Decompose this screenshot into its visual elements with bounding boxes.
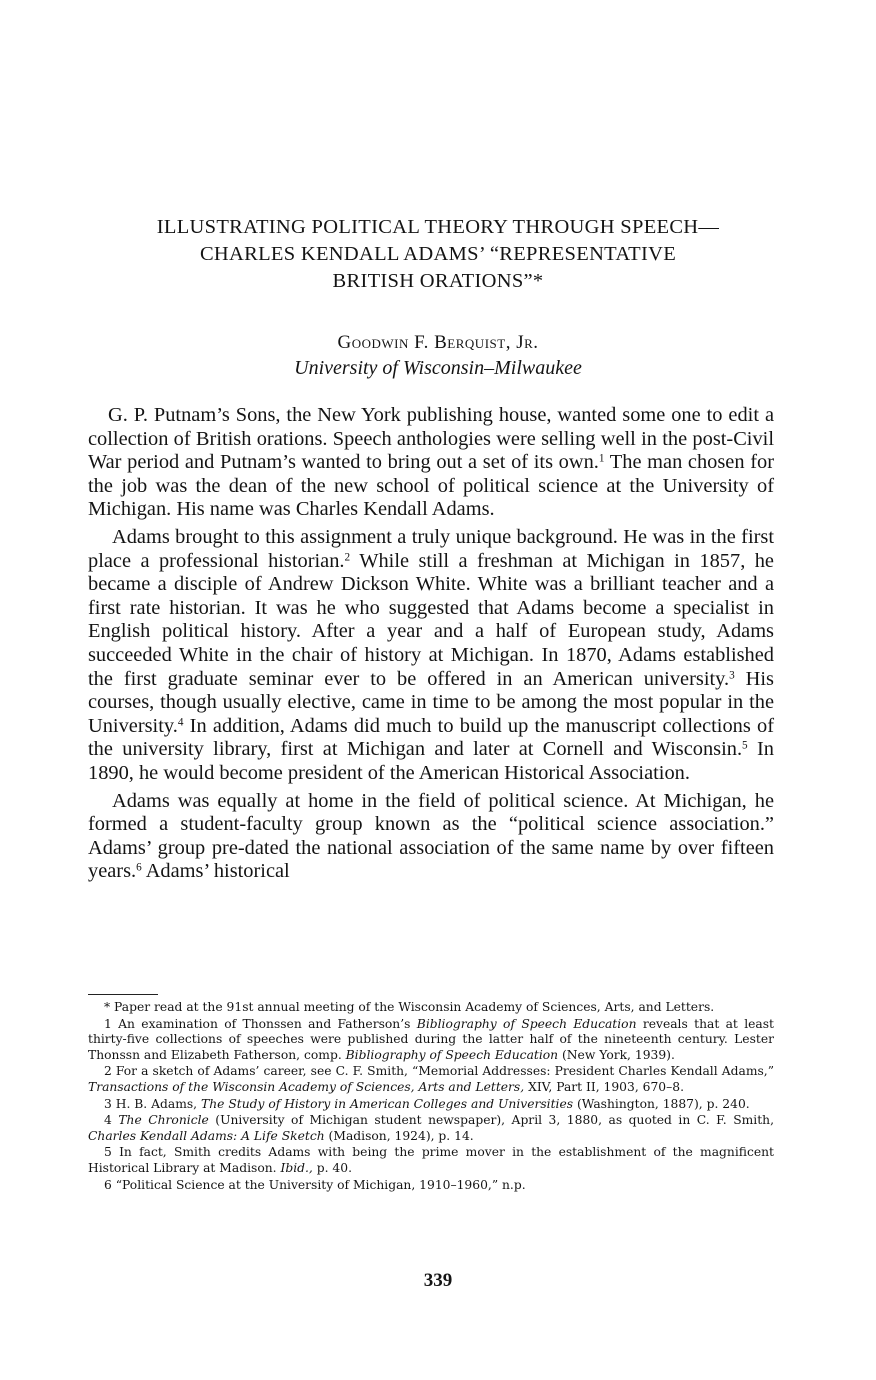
text-run: p. 40. xyxy=(312,1160,352,1175)
cited-title: Bibliography of Speech Education xyxy=(416,1016,637,1031)
footnote-ref-5: 5 xyxy=(742,739,748,752)
title-line-1: ILLUSTRATING POLITICAL THEORY THROUGH SPEECH— xyxy=(156,216,720,238)
footnote-ref-4: 4 xyxy=(177,716,184,728)
text-run: (University of Michigan student newspaper), April 3, 1880, as quoted in C. F. Smith, xyxy=(208,1113,774,1128)
text-run: reveals that at least thirty-five collections of speeches were published during the latter half of the nineteenth century. Lester Thonssn and Elizabeth Fatherson, comp. xyxy=(88,1016,775,1062)
footnotes xyxy=(88,1000,774,1194)
text-run: 2 For a sketch of Adams’ career, see C. F. Smith, “Memorial Addresses: President Charles Kendall Adams,” xyxy=(104,1064,774,1079)
footnote-star: * Paper read at the 91st annual meeting of the Wisconsin Academy of Sciences, Arts, and Letters. xyxy=(104,1000,715,1014)
text-run: (Washington, 1887), p. 240. xyxy=(573,1096,750,1111)
author-name: Goodwin F. Berquist, Jr. xyxy=(337,332,539,353)
text-run: Adams’ historical xyxy=(141,860,290,883)
footnote-6: 6 “Political Science at the University of Michigan, 1910–1960,” n.p. xyxy=(104,1177,526,1192)
text-run: Adams was equally at home in the field of political science. At Michigan, he formed a student-faculty group known as the “political science association.” Adams’ group pre-dated the national association of the same name by over fifteen years. xyxy=(88,789,774,883)
page-number: 339 xyxy=(423,1270,453,1291)
text-run: Adams brought to this assignment a truly unique background. He was in the first place a professional historian. xyxy=(88,525,774,572)
text-run: XIV, Part II, 1903, 670–8. xyxy=(524,1079,685,1094)
text-run: His courses, though usually elective, came in time to be among the most popular in the University. xyxy=(88,667,774,737)
title-line-3: BRITISH ORATIONS”* xyxy=(332,270,544,292)
paragraph-2 xyxy=(88,526,774,786)
text-run: 5 In fact, Smith credits Adams with being the prime mover in the establishment of the magnificent Historical Library at Madison. xyxy=(88,1145,774,1175)
text-run: (Madison, 1924), p. 14. xyxy=(324,1128,474,1143)
footnote-ref-1: 1 xyxy=(598,452,605,465)
text-run: (New York, 1939). xyxy=(558,1047,675,1062)
footnote-3 xyxy=(88,1097,774,1113)
cited-title: Bibliography of Speech Education xyxy=(345,1047,559,1062)
footnote-ref-6: 6 xyxy=(136,861,142,874)
text-run: The man chosen for the job was the dean of the new school of political science at the University of Michigan. His name was Charles Kendall Adams. xyxy=(88,451,774,521)
cited-title: Transactions of the Wisconsin Academy of Sciences, Arts and Letters, xyxy=(88,1079,525,1094)
article-title xyxy=(72,214,804,295)
footnote-2 xyxy=(88,1064,774,1095)
footnote-divider xyxy=(88,994,158,995)
footnote-5 xyxy=(88,1145,774,1176)
paragraph-3 xyxy=(88,790,774,884)
cited-title: The Study of History in American Colleges and Universities xyxy=(201,1096,574,1111)
text-run: G. P. Putnam’s Sons, the New York publishing house, wanted some one to edit a collection of British orations. Speech anthologies were selling well in the post-Civil War period and Putnam’s wanted to bring out a set of its own. xyxy=(88,404,774,474)
article-body xyxy=(88,404,774,888)
text-run: 1 An examination of Thonssen and Fatherson’s xyxy=(104,1016,417,1031)
text-run: 3 H. B. Adams, xyxy=(104,1096,202,1111)
author-affiliation: University of Wisconsin–Milwaukee xyxy=(294,357,582,379)
cited-title: The Chronicle xyxy=(118,1113,209,1128)
footnote-4 xyxy=(88,1113,774,1144)
title-line-2: CHARLES KENDALL ADAMS’ “REPRESENTATIVE xyxy=(199,243,677,265)
text-run: 4 xyxy=(104,1113,119,1128)
text-run: While still a freshman at Michigan in 1857, he became a disciple of Andrew Dickson White. White was a brilliant teacher and a first rate historian. It was he who suggested that Adams become a specialist in English political history. After a year and a half of European study, Adams succeeded White in the chair of history at Michigan. In 1870, Adams established the first graduate seminar ever to be offered in an American university. xyxy=(88,549,774,690)
footnote-ref-2: 2 xyxy=(344,550,351,563)
cited-title: Charles Kendall Adams: A Life Sketch xyxy=(88,1128,325,1143)
text-run: In addition, Adams did much to build up the manuscript collections of the university library, first at Michigan and later at Cornell and Wisconsin. xyxy=(88,714,774,761)
cited-title: Ibid., xyxy=(280,1160,313,1175)
footnote-ref-3: 3 xyxy=(729,668,735,681)
text-run: In 1890, he would become president of the American Historical Association. xyxy=(88,738,774,784)
paragraph-1 xyxy=(88,404,774,522)
footnote-1 xyxy=(88,1017,774,1064)
